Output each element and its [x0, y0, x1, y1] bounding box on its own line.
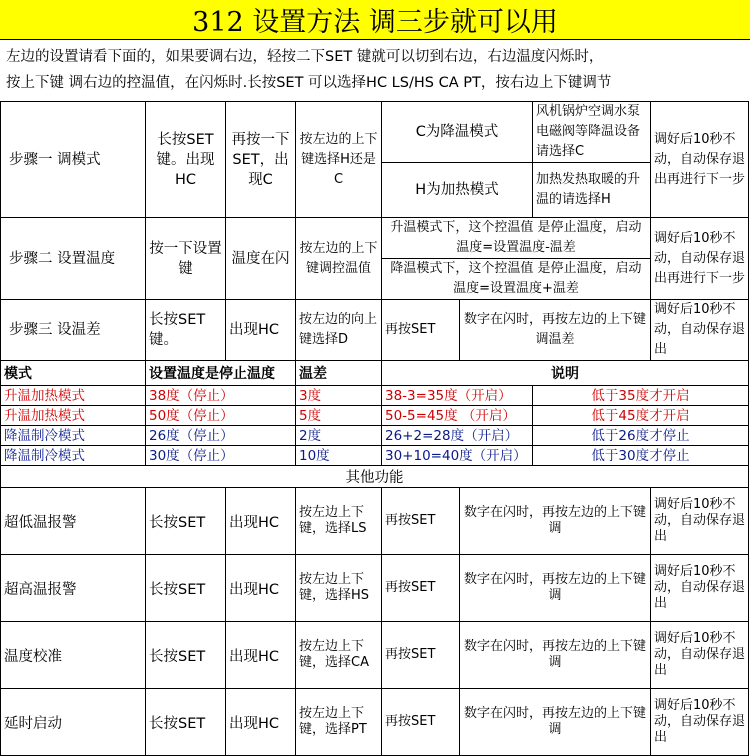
- mode-set-temp: 50度（停止）: [146, 406, 296, 426]
- mode-row: [1, 426, 749, 446]
- mode-name: 降温制冷模式: [1, 446, 146, 466]
- mode-diff: 10度: [296, 446, 382, 466]
- other-action-4: 再按SET: [382, 555, 460, 622]
- step-2-done: 调好后10秒不动，自动保存退出再进行下一步: [651, 218, 749, 300]
- mode-note: 低于30度才停止: [533, 446, 749, 466]
- other-action-3: 按左边上下键，选择HS: [296, 555, 382, 622]
- other-action-2: 出现HC: [226, 555, 296, 622]
- other-done: 调好后10秒不动，自动保存退出: [651, 555, 749, 622]
- other-desc: 数字在闪时，再按左边的上下键调: [460, 689, 651, 756]
- mode-note: 低于35度才开启: [533, 386, 749, 406]
- mode-c-desc: 风机锅炉空调水泵电磁阀等降温设备请选择C: [533, 102, 651, 163]
- other-row: [1, 622, 749, 689]
- header-set-temp: 设置温度是停止温度: [146, 361, 296, 386]
- mode-set-temp: 30度（停止）: [146, 446, 296, 466]
- mode-table-header: [1, 361, 749, 386]
- header-note: 说明: [382, 361, 749, 386]
- other-done: 调好后10秒不动，自动保存退出: [651, 622, 749, 689]
- step-3-name: 步骤三 设温差: [1, 300, 146, 361]
- step-2-heat-desc: 升温模式下，这个控温值 是停止温度，启动温度=设置温度-温差: [382, 218, 651, 259]
- step-3-done: 调好后10秒不动，自动保存退出: [651, 300, 749, 361]
- mode-calc: 26+2=28度（开启）: [382, 426, 533, 446]
- other-action-1: 长按SET: [146, 622, 226, 689]
- step-3-action-3: 按左边的向上键选择D: [296, 300, 382, 361]
- other-desc: 数字在闪时，再按左边的上下键调: [460, 555, 651, 622]
- mode-c-label: C为降温模式: [382, 102, 533, 163]
- mode-h-desc: 加热发热取暖的升温的请选择H: [533, 163, 651, 218]
- mode-diff: 2度: [296, 426, 382, 446]
- page-title: 312 设置方法 调三步就可以用: [0, 0, 750, 40]
- other-name: 超高温报警: [1, 555, 146, 622]
- step-2-action-1: 按一下设置键: [146, 218, 226, 300]
- other-functions-title: 其他功能: [1, 466, 749, 488]
- mode-calc: 50-5=45度 （开启）: [382, 406, 533, 426]
- other-action-3: 按左边上下键，选择PT: [296, 689, 382, 756]
- mode-note: 低于45度才开启: [533, 406, 749, 426]
- instruction-table: [0, 101, 749, 756]
- other-desc: 数字在闪时，再按左边的上下键调: [460, 622, 651, 689]
- other-action-4: 再按SET: [382, 689, 460, 756]
- other-action-3: 按左边上下键，选择LS: [296, 488, 382, 555]
- step-1-row-a: [1, 102, 749, 163]
- mode-calc: 30+10=40度（开启）: [382, 446, 533, 466]
- other-action-4: 再按SET: [382, 488, 460, 555]
- intro-line-1: 左边的设置请看下面的，如果要调右边，轻按二下SET 键就可以切到右边，右边温度闪烁时，: [6, 49, 604, 65]
- other-name: 超低温报警: [1, 488, 146, 555]
- mode-diff: 3度: [296, 386, 382, 406]
- other-name: 温度校准: [1, 622, 146, 689]
- step-1-action-2: 再按一下SET，出现C: [226, 102, 296, 218]
- other-row: [1, 488, 749, 555]
- step-1-action-1: 长按SET键。出现HC: [146, 102, 226, 218]
- step-1-name: 步骤一 调模式: [1, 102, 146, 218]
- other-action-3: 按左边上下键，选择CA: [296, 622, 382, 689]
- other-action-2: 出现HC: [226, 622, 296, 689]
- mode-row: [1, 386, 749, 406]
- other-done: 调好后10秒不动，自动保存退出: [651, 488, 749, 555]
- mode-row: [1, 446, 749, 466]
- header-mode: 模式: [1, 361, 146, 386]
- other-row: [1, 555, 749, 622]
- step-3-action-4: 再按SET: [382, 300, 460, 361]
- step-2-action-3: 按左边的上下键调控温值: [296, 218, 382, 300]
- intro-text: [0, 40, 750, 101]
- step-3-action-1: 长按SET键。: [146, 300, 226, 361]
- header-diff: 温差: [296, 361, 382, 386]
- mode-name: 降温制冷模式: [1, 426, 146, 446]
- mode-diff: 5度: [296, 406, 382, 426]
- step-2-cool-desc: 降温模式下，这个控温值 是停止温度，启动温度=设置温度+温差: [382, 259, 651, 300]
- mode-name: 升温加热模式: [1, 406, 146, 426]
- other-row: [1, 689, 749, 756]
- mode-set-temp: 38度（停止）: [146, 386, 296, 406]
- step-3-desc: 数字在闪时，再按左边的上下键调温差: [460, 300, 651, 361]
- step-1-done: 调好后10秒不动，自动保存退出再进行下一步: [651, 102, 749, 218]
- intro-line-2: 按上下键 调右边的控温值，在闪烁时.长按SET 可以选择HC LS/HS CA PT，按右边上下键调节: [6, 75, 612, 91]
- step-3-action-2: 出现HC: [226, 300, 296, 361]
- other-action-1: 长按SET: [146, 689, 226, 756]
- other-done: 调好后10秒不动，自动保存退出: [651, 689, 749, 756]
- other-action-4: 再按SET: [382, 622, 460, 689]
- step-3-row: [1, 300, 749, 361]
- other-action-1: 长按SET: [146, 555, 226, 622]
- other-desc: 数字在闪时，再按左边的上下键调: [460, 488, 651, 555]
- step-2-name: 步骤二 设置温度: [1, 218, 146, 300]
- mode-h-label: H为加热模式: [382, 163, 533, 218]
- step-2-row-a: [1, 218, 749, 259]
- mode-note: 低于26度才停止: [533, 426, 749, 446]
- other-title-row: [1, 466, 749, 488]
- mode-set-temp: 26度（停止）: [146, 426, 296, 446]
- step-1-action-3: 按左边的上下键选择H还是C: [296, 102, 382, 218]
- other-action-2: 出现HC: [226, 488, 296, 555]
- mode-calc: 38-3=35度（开启）: [382, 386, 533, 406]
- mode-name: 升温加热模式: [1, 386, 146, 406]
- step-2-action-2: 温度在闪: [226, 218, 296, 300]
- other-action-1: 长按SET: [146, 488, 226, 555]
- other-action-2: 出现HC: [226, 689, 296, 756]
- other-name: 延时启动: [1, 689, 146, 756]
- mode-row: [1, 406, 749, 426]
